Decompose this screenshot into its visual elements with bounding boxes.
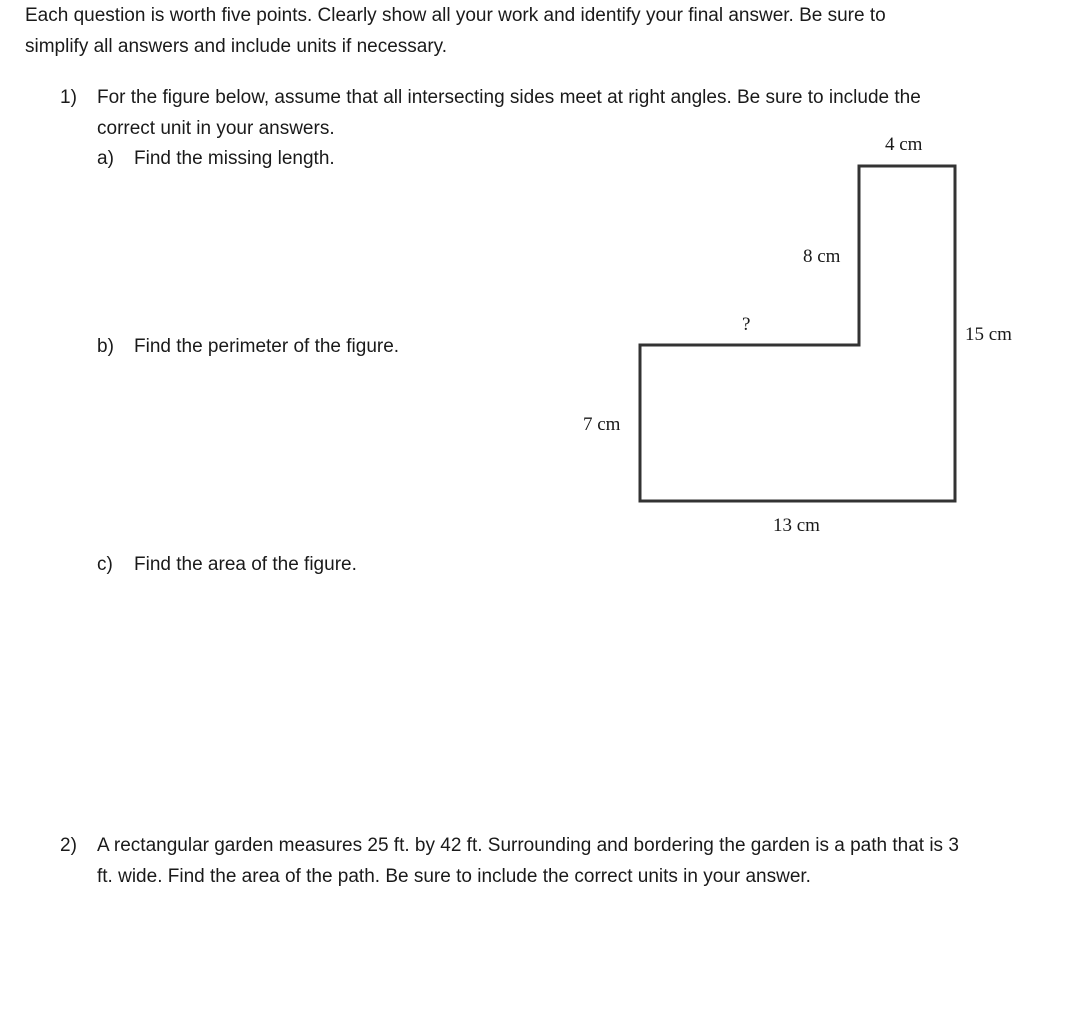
question-1-part-b <box>97 331 399 362</box>
question-1-part-c <box>97 549 357 580</box>
label-bottom-width: 13 cm <box>773 515 820 536</box>
question-1-part-a <box>97 143 335 174</box>
question-2-number: 2) <box>60 835 77 856</box>
instructions-line-1: Each question is worth five points. Clearly show all your work and identify your final answer. Be sure to <box>25 5 886 26</box>
question-2-prompt-line-1: A rectangular garden measures 25 ft. by 42 ft. Surrounding and bordering the garden is a path that is 3 <box>97 835 959 856</box>
question-1-number: 1) <box>60 87 77 108</box>
instructions-line-2: simplify all answers and include units if necessary. <box>25 36 448 57</box>
part-c-text: Find the area of the figure. <box>134 554 357 575</box>
question-2-prompt <box>60 830 959 861</box>
part-b-text: Find the perimeter of the figure. <box>134 336 400 357</box>
part-c-label: c) <box>97 554 113 575</box>
instructions <box>25 0 886 62</box>
label-top-width: 4 cm <box>885 134 923 155</box>
part-a-label: a) <box>97 148 114 169</box>
part-a-text: Find the missing length. <box>134 148 335 169</box>
label-right-height: 15 cm <box>965 324 1012 345</box>
label-unknown-length: ? <box>742 314 751 335</box>
part-b-label: b) <box>97 336 114 357</box>
question-1-prompt <box>60 82 921 113</box>
question-1-prompt-line-1: For the figure below, assume that all intersecting sides meet at right angles. Be sure to include the <box>97 87 921 108</box>
question-2-prompt-line-2: ft. wide. Find the area of the path. Be sure to include the correct units in your answer. <box>97 866 811 887</box>
question-1-prompt-line-2: correct unit in your answers. <box>97 118 335 139</box>
label-left-height: 7 cm <box>583 414 621 435</box>
label-inner-vertical: 8 cm <box>803 246 841 267</box>
figure-outline <box>640 166 955 501</box>
